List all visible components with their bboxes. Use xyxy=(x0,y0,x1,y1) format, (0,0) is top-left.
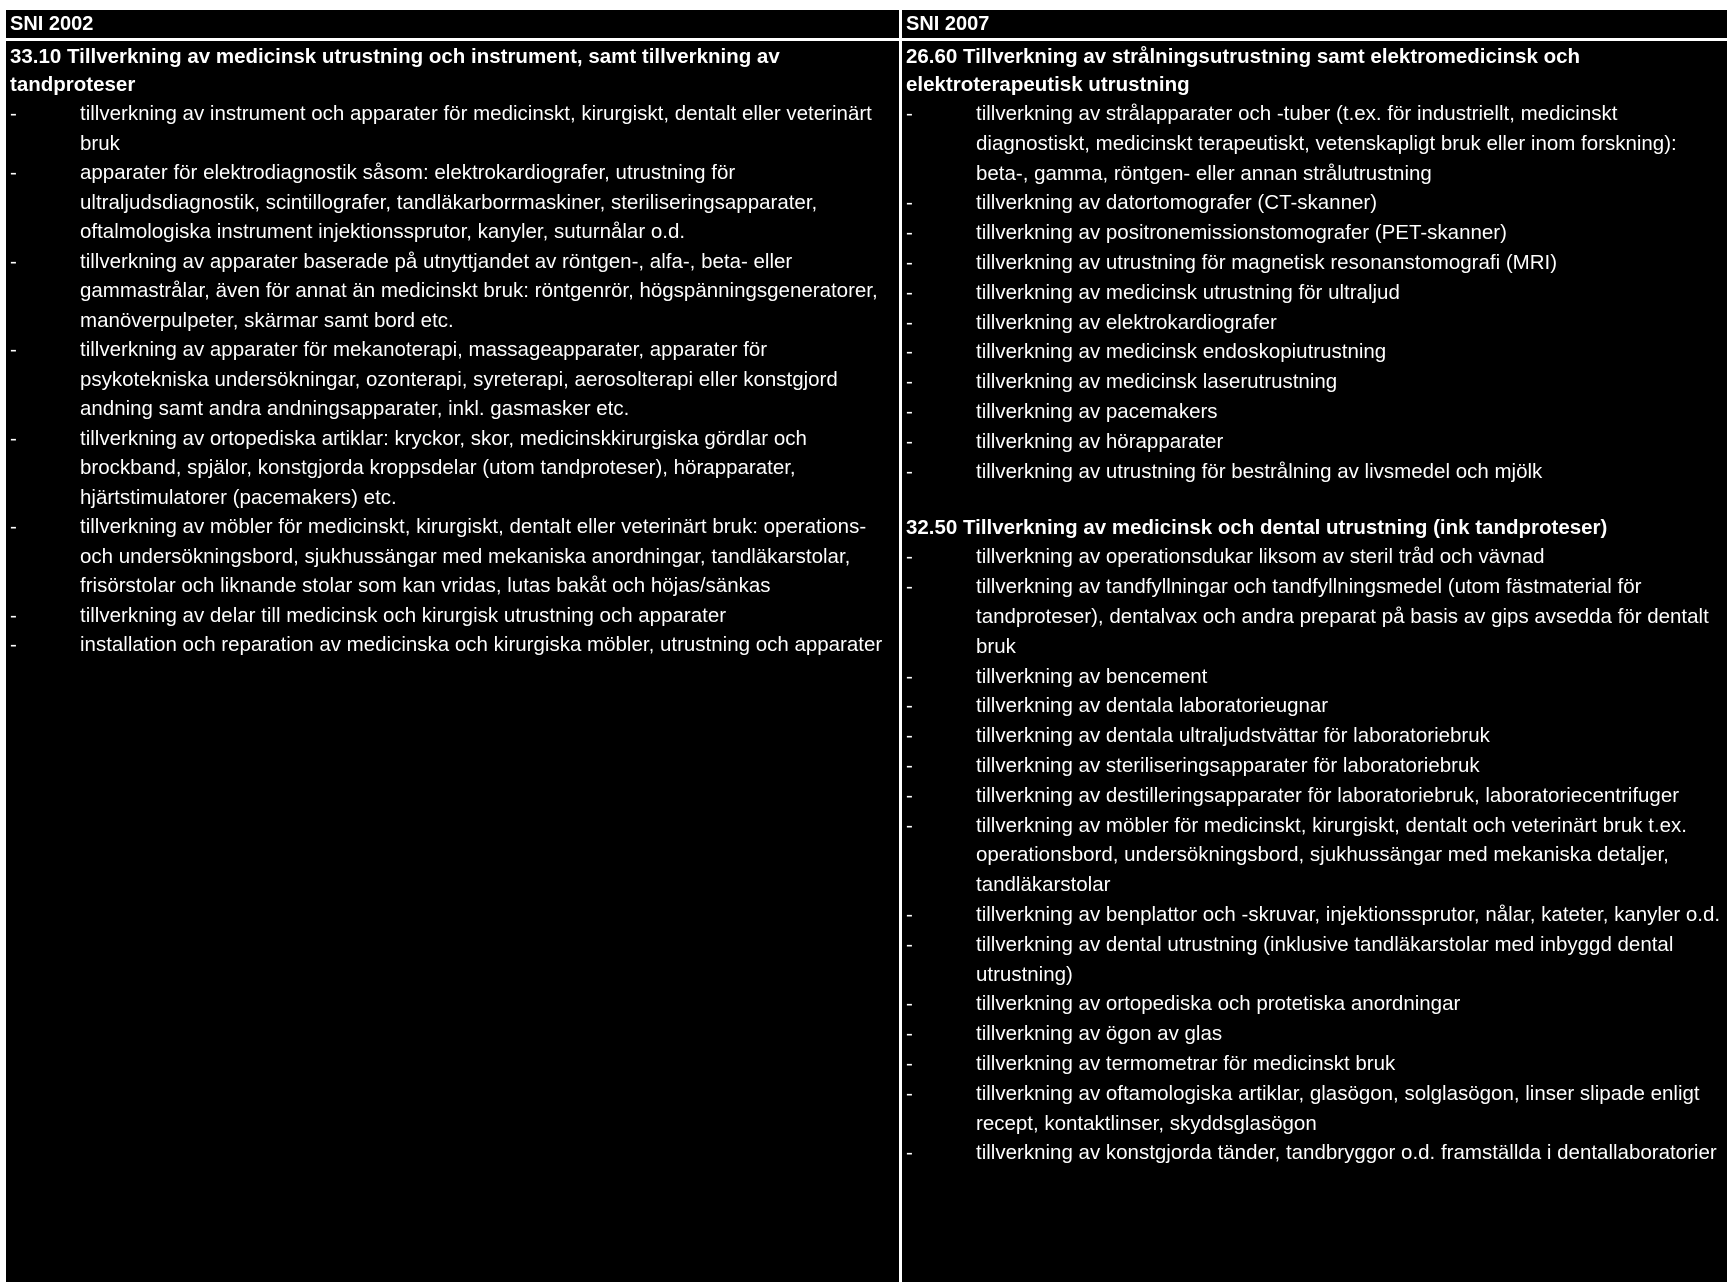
bullet-dash: - xyxy=(906,1051,913,1075)
list-item xyxy=(906,427,1723,457)
bullet-dash: - xyxy=(906,1022,913,1046)
list-item xyxy=(10,335,895,424)
sni-2002-header: SNI 2002 xyxy=(6,10,899,41)
list-item xyxy=(10,630,895,660)
bullet-dash: - xyxy=(906,221,913,245)
bullet-dash: - xyxy=(10,161,17,184)
section-title-32-50: 32.50 Tillverkning av medicinsk och dental utrustning (ink tandproteser) xyxy=(906,516,1608,540)
list-item xyxy=(906,989,1723,1019)
list-item-text: tillverkning av elektrokardiografer xyxy=(976,310,1277,334)
bullet-dash: - xyxy=(906,280,913,304)
sni-2007-body xyxy=(902,41,1727,1168)
list-item xyxy=(10,99,895,158)
bullet-dash: - xyxy=(906,1141,913,1165)
sni-2007-column xyxy=(902,10,1727,1282)
bullet-dash: - xyxy=(906,459,913,483)
list-item-text: tillverkning av delar till medicinsk och kirurgisk utrustning och apparater xyxy=(80,603,727,627)
list-item xyxy=(10,512,895,601)
list-item-text: tillverkning av bencement xyxy=(976,664,1208,688)
bullet-dash: - xyxy=(906,310,913,334)
list-item xyxy=(906,662,1723,692)
bullet-dash: - xyxy=(906,783,913,807)
list-item xyxy=(906,811,1723,900)
list-item-text: tillverkning av steriliseringsapparater för laboratoriebruk xyxy=(976,753,1480,777)
list-item xyxy=(906,691,1723,721)
list-item-text: tillverkning av medicinsk utrustning för ultraljud xyxy=(976,280,1400,304)
bullet-dash: - xyxy=(906,813,913,837)
list-item-text: apparater för elektrodiagnostik såsom: elektrokardiografer, utrustning för ultraljudsdiagnostik, scintillografer, tandläkarborrmaskiner, steriliseringsapparater, oftalmologiska instrument injektionssprutor, kanyler, suturnålar o.d. xyxy=(80,161,818,243)
list-item-text: tillverkning av medicinsk laserutrustning xyxy=(976,370,1338,394)
list-item-text: tillverkning av ortopediska artiklar: kryckor, skor, medicinskkirurgiska gördlar och brockband, spjälor, konstgjorda kroppsdelar (utom tandproteser), hörapparater, hjärtstimulatorer (pacemakers) etc. xyxy=(80,426,807,509)
section-26-60-item-list xyxy=(906,99,1723,486)
list-item-text: tillverkning av dental utrustning (inklusive tandläkarstolar med inbyggd dental utrustning) xyxy=(976,932,1674,986)
bullet-dash: - xyxy=(906,664,913,688)
list-item-text: tillverkning av möbler för medicinskt, kirurgiskt, dentalt och veterinärt bruk t.ex. operationsbord, undersökningsbord, sjukhussängar med mekaniska detaljer, tandläkarstolar xyxy=(976,813,1687,897)
bullet-dash: - xyxy=(906,932,913,956)
list-item xyxy=(906,278,1723,308)
list-item xyxy=(906,781,1723,811)
sni-2002-body xyxy=(6,41,899,660)
list-item-text: tillverkning av termometrar för medicinskt bruk xyxy=(976,1051,1396,1075)
bullet-dash: - xyxy=(906,902,913,926)
list-item xyxy=(906,1049,1723,1079)
list-item-text: tillverkning av ortopediska och protetiska anordningar xyxy=(976,992,1461,1016)
list-item xyxy=(906,337,1723,367)
list-item xyxy=(906,751,1723,781)
bullet-dash: - xyxy=(10,515,17,538)
list-item xyxy=(10,158,895,247)
list-item-text: tillverkning av medicinsk endoskopiutrustning xyxy=(976,340,1387,364)
list-item xyxy=(906,572,1723,661)
list-item-text: installation och reparation av medicinska och kirurgiska möbler, utrustning och apparater xyxy=(80,633,883,656)
bullet-dash: - xyxy=(906,753,913,777)
bullet-dash: - xyxy=(10,426,17,450)
list-item-text: tillverkning av strålapparater och -tuber (t.ex. för industriellt, medicinskt diagnostiskt, medicinskt terapeutiskt, vetenskapligt bruk eller inom forskning): beta-, gamma, röntgen- eller annan strålutrustning xyxy=(976,102,1677,185)
list-item xyxy=(10,424,895,513)
list-item xyxy=(906,367,1723,397)
list-item xyxy=(906,1019,1723,1049)
list-item-text: tillverkning av hörapparater xyxy=(976,429,1224,453)
list-item xyxy=(906,930,1723,990)
section-title-33-10: 33.10 Tillverkning av medicinsk utrustning och instrument, samt tillverkning av tandproteser xyxy=(10,45,780,96)
bullet-dash: - xyxy=(906,102,913,125)
sni-2002-column xyxy=(6,10,902,1282)
bullet-dash: - xyxy=(10,249,17,273)
list-item-text: tillverkning av ögon av glas xyxy=(976,1022,1223,1046)
list-item-text: tillverkning av utrustning för bestrålning av livsmedel och mjölk xyxy=(976,459,1543,483)
bullet-dash: - xyxy=(906,1081,913,1105)
list-item xyxy=(906,248,1723,278)
sni-2002-item-list xyxy=(10,99,895,660)
list-item-text: tillverkning av datortomografer (CT-skanner) xyxy=(976,191,1378,215)
list-item-text: tillverkning av apparater baserade på utnyttjandet av röntgen-, alfa-, beta- eller gammastrålar, även för annat än medicinskt bruk: röntgenrör, högspänningsgeneratorer, manöverpulpeter, skärmar samt bord etc. xyxy=(80,249,878,332)
list-item-text: tillverkning av utrustning för magnetisk resonanstomografi (MRI) xyxy=(976,250,1558,274)
bullet-dash: - xyxy=(906,399,913,423)
comparison-table xyxy=(3,7,1730,1285)
bullet-dash: - xyxy=(906,250,913,274)
list-item-text: tillverkning av oftamologiska artiklar, glasögon, solglasögon, linser slipade enligt recept, kontaktlinser, skyddsglasögon xyxy=(976,1081,1700,1135)
list-item xyxy=(906,188,1723,218)
list-item-text: tillverkning av operationsdukar liksom av steril tråd och vävnad xyxy=(976,545,1545,569)
section-title-26-60: 26.60 Tillverkning av strålningsutrustning samt elektromedicinsk och elektroterapeutisk utrustning xyxy=(906,45,1581,96)
section-spacer xyxy=(906,486,1723,514)
bullet-dash: - xyxy=(906,340,913,364)
list-item-text: tillverkning av benplattor och -skruvar, injektionssprutor, nålar, kateter, kanyler o.d. xyxy=(976,902,1721,926)
list-item-text: tillverkning av destilleringsapparater för laboratoriebruk, laboratoriecentrifuger xyxy=(976,783,1680,807)
list-item xyxy=(906,900,1723,930)
bullet-dash: - xyxy=(906,429,913,453)
list-item-text: tillverkning av positronemissionstomografer (PET-skanner) xyxy=(976,221,1507,245)
list-item xyxy=(906,721,1723,751)
sni-2007-header: SNI 2007 xyxy=(902,10,1727,41)
list-item-text: tillverkning av möbler för medicinskt, kirurgiskt, dentalt eller veterinärt bruk: operations- och undersökningsbord, sjukhussängar med mekaniska anordningar, tandläkarstolar, frisörstolar och liknande stolar som kan vridas, lutas bakåt och höjas/sänkas xyxy=(80,515,867,597)
bullet-dash: - xyxy=(10,338,17,361)
bullet-dash: - xyxy=(10,102,17,125)
bullet-dash: - xyxy=(906,191,913,215)
list-item xyxy=(10,247,895,336)
list-item-text: tillverkning av dentala laboratorieugnar xyxy=(976,694,1329,718)
list-item xyxy=(906,218,1723,248)
list-item xyxy=(906,397,1723,427)
list-item xyxy=(906,1138,1723,1168)
list-item xyxy=(906,457,1723,487)
list-item-text: tillverkning av dentala ultraljudstvättar för laboratoriebruk xyxy=(976,724,1490,748)
list-item-text: tillverkning av instrument och apparater för medicinskt, kirurgiskt, dentalt eller veterinärt bruk xyxy=(80,102,872,155)
list-item xyxy=(10,601,895,631)
bullet-dash: - xyxy=(906,545,913,569)
bullet-dash: - xyxy=(10,633,17,656)
list-item-text: tillverkning av tandfyllningar och tandfyllningsmedel (utom fästmaterial för tandproteser), dentalvax och andra preparat på basis av gips avsedda för dentalt bruk xyxy=(976,575,1709,658)
bullet-dash: - xyxy=(906,370,913,394)
list-item xyxy=(906,308,1723,338)
list-item-text: tillverkning av pacemakers xyxy=(976,399,1218,423)
list-item-text: tillverkning av konstgjorda tänder, tandbryggor o.d. framställda i dentallaboratorier xyxy=(976,1141,1717,1165)
bullet-dash: - xyxy=(906,724,913,748)
bullet-dash: - xyxy=(906,575,913,599)
section-32-50-item-list xyxy=(906,542,1723,1168)
list-item xyxy=(906,99,1723,188)
bullet-dash: - xyxy=(10,603,17,627)
list-item-text: tillverkning av apparater för mekanoterapi, massageapparater, apparater för psykotekniska undersökningar, ozonterapi, syreterapi, aerosolterapi eller konstgjord andning samt andra andningsapparater, inkl. gasmasker etc. xyxy=(80,338,838,420)
bullet-dash: - xyxy=(906,694,913,718)
list-item xyxy=(906,542,1723,572)
list-item xyxy=(906,1079,1723,1139)
bullet-dash: - xyxy=(906,992,913,1016)
